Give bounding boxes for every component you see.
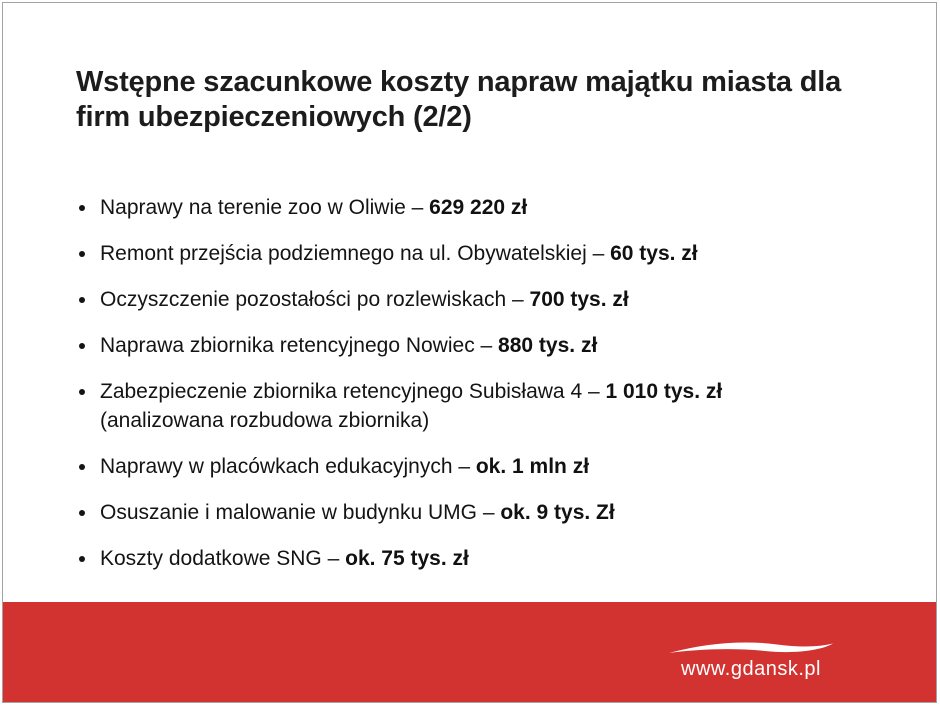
bullet-item xyxy=(76,452,886,481)
slide xyxy=(2,2,937,703)
bullet-text: Zabezpieczenie zbiornika retencyjnego Subisława 4 – xyxy=(100,380,606,403)
bullet-value: 629 220 zł xyxy=(429,196,528,219)
bullet-icon xyxy=(79,556,85,562)
footer-url: www.gdansk.pl xyxy=(681,658,821,680)
bullet-note: (analizowana rozbudowa zbiornika) xyxy=(100,409,430,432)
bullet-text: Naprawy na terenie zoo w Oliwie – xyxy=(100,196,430,219)
bullet-icon xyxy=(79,251,85,257)
footer-band xyxy=(3,602,936,702)
bullet-value: 60 tys. zł xyxy=(610,242,698,265)
bullet-icon xyxy=(79,297,85,303)
bullet-icon xyxy=(79,510,85,516)
bullet-list xyxy=(76,193,886,590)
bullet-text: Oczyszczenie pozostałości po rozlewiskach – xyxy=(100,288,530,311)
bullet-item xyxy=(76,331,886,360)
bullet-value: 700 tys. zł xyxy=(529,288,629,311)
bullet-value: ok. 9 tys. Zł xyxy=(500,501,615,524)
bullet-item xyxy=(76,285,886,314)
bullet-text: Naprawy w placówkach edukacyjnych – xyxy=(100,455,476,478)
gdansk-logo xyxy=(665,638,837,681)
bullet-value: 880 tys. zł xyxy=(498,334,598,357)
bullet-item xyxy=(76,544,886,573)
bullet-icon xyxy=(79,389,85,395)
bullet-item xyxy=(76,498,886,527)
bullet-value: 1 010 tys. zł xyxy=(605,380,723,403)
bullet-value: ok. 1 mln zł xyxy=(475,455,590,478)
bullet-icon xyxy=(79,205,85,211)
bullet-text: Osuszanie i malowanie w budynku UMG – xyxy=(100,501,501,524)
bullet-text: Naprawa zbiornika retencyjnego Nowiec – xyxy=(100,334,499,357)
slide-title: Wstępne szacunkowe koszty napraw majątku miasta dla firm ubezpieczeniowych (2/2) xyxy=(76,66,841,133)
bullet-icon xyxy=(79,343,85,349)
bullet-item xyxy=(76,377,886,435)
bullet-item xyxy=(76,239,886,268)
bullet-icon xyxy=(79,464,85,470)
bullet-item xyxy=(76,193,886,222)
bullet-value: ok. 75 tys. zł xyxy=(345,547,469,570)
gdansk-wave-icon xyxy=(665,638,837,656)
bullet-text: Remont przejścia podziemnego na ul. Obywatelskiej – xyxy=(100,242,611,265)
bullet-text: Koszty dodatkowe SNG – xyxy=(100,547,346,570)
